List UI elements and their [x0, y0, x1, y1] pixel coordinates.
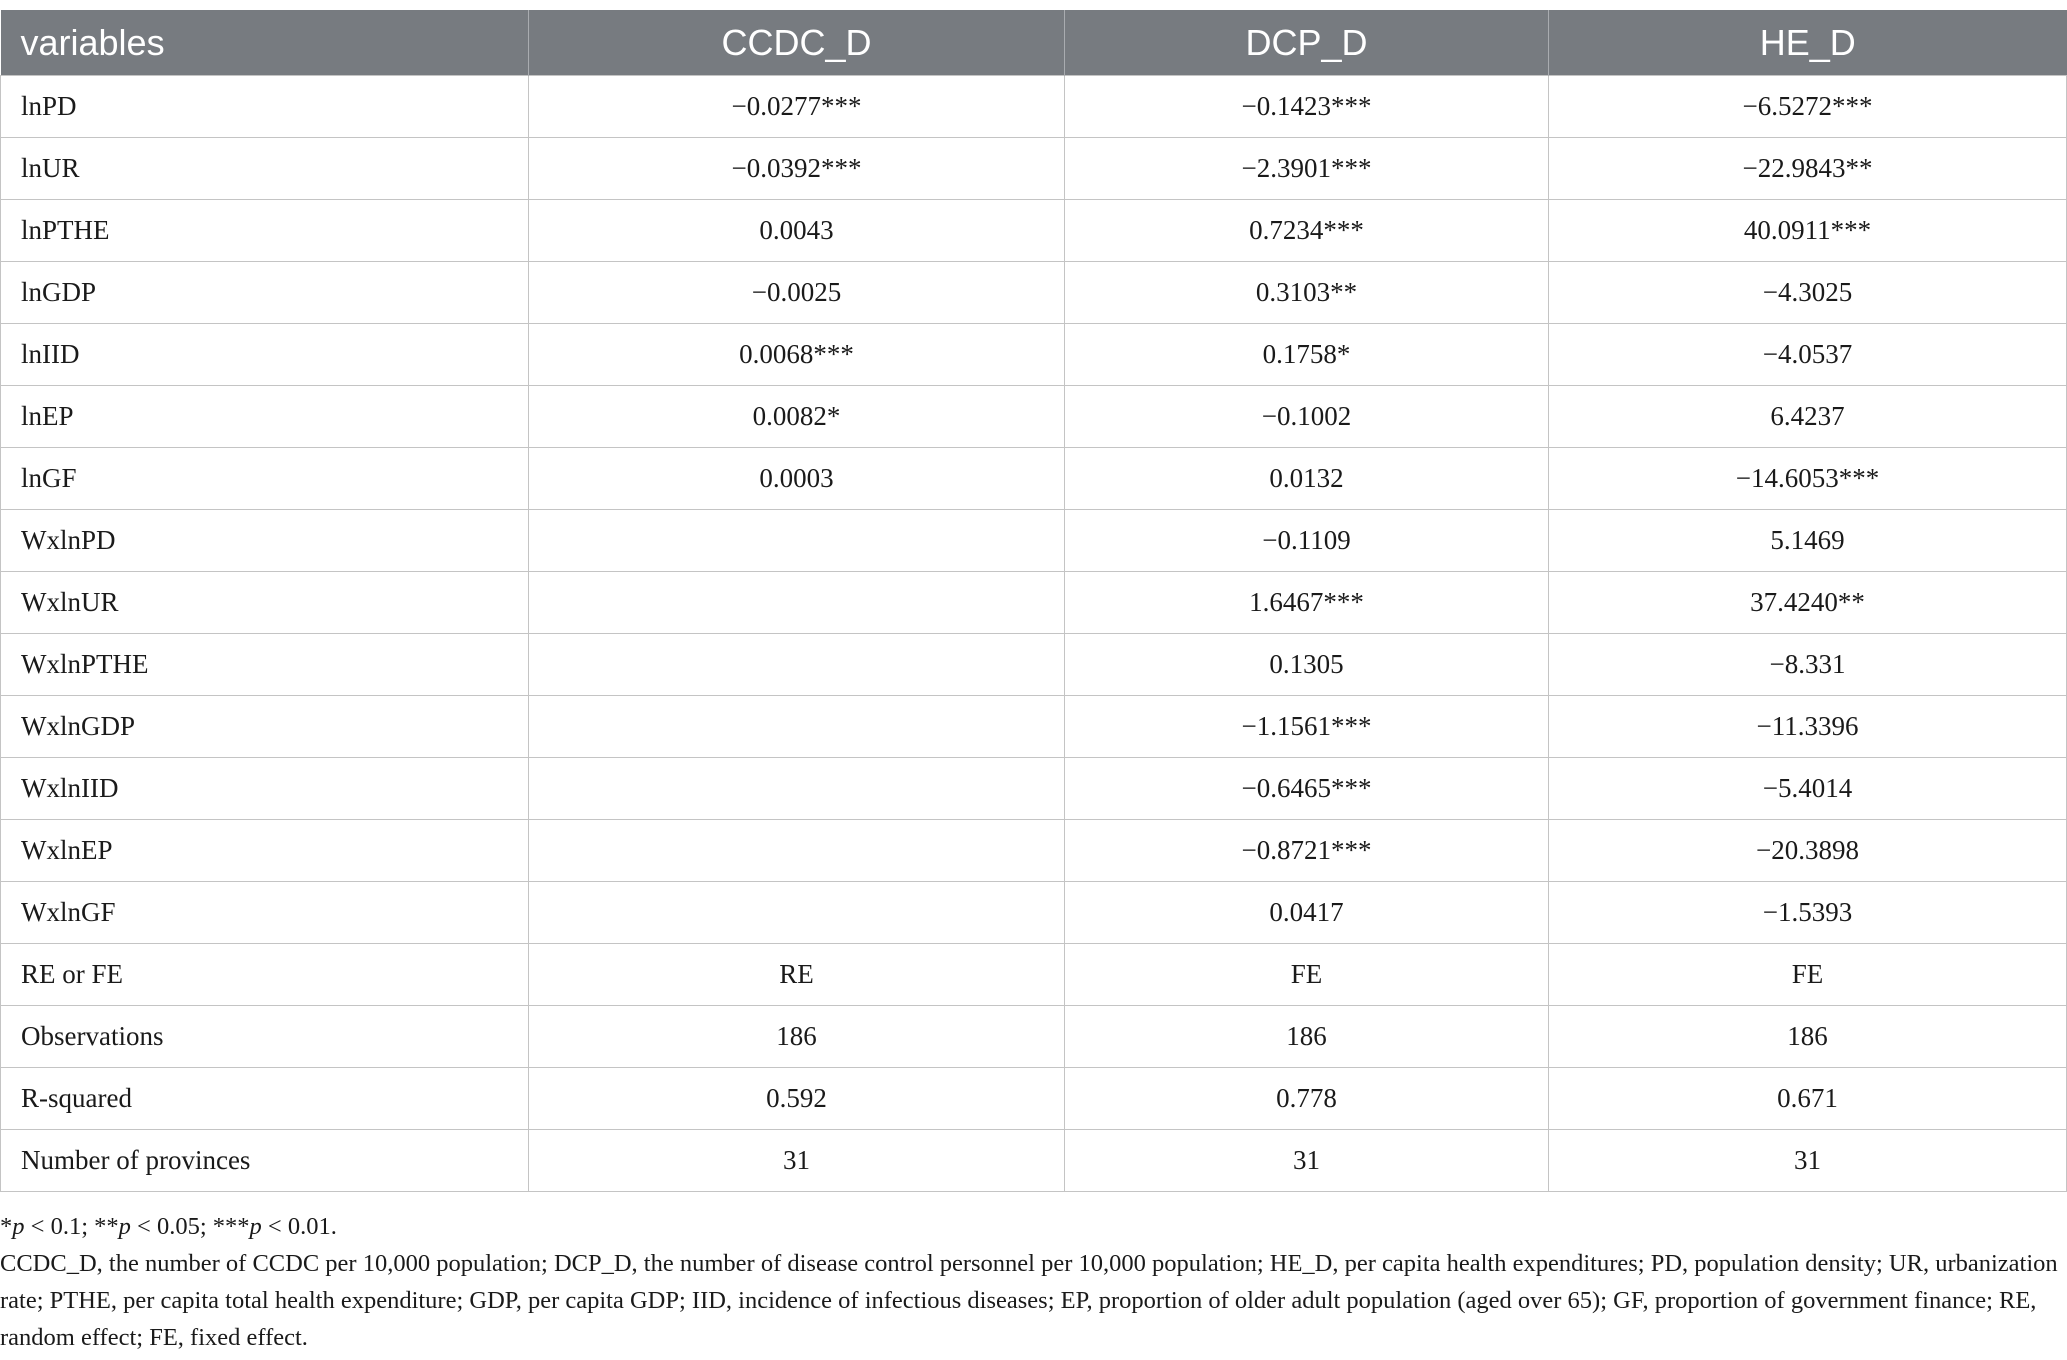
cell-ccdc-d: 0.0003: [529, 448, 1065, 510]
cell-he-d: 6.4237: [1549, 386, 2067, 448]
cell-he-d: −8.331: [1549, 634, 2067, 696]
cell-dcp-d: 186: [1065, 1006, 1549, 1068]
cell-variable: lnEP: [1, 386, 529, 448]
table-row: [1, 324, 2067, 386]
cell-ccdc-d: −0.0392***: [529, 138, 1065, 200]
cell-ccdc-d: [529, 634, 1065, 696]
cell-dcp-d: 0.0132: [1065, 448, 1549, 510]
cell-he-d: −22.9843**: [1549, 138, 2067, 200]
cell-dcp-d: 0.3103**: [1065, 262, 1549, 324]
cell-dcp-d: −1.1561***: [1065, 696, 1549, 758]
cell-dcp-d: 0.778: [1065, 1068, 1549, 1130]
cell-he-d: −6.5272***: [1549, 76, 2067, 138]
table-row: [1, 696, 2067, 758]
cell-variable: WxlnUR: [1, 572, 529, 634]
table-row: [1, 76, 2067, 138]
cell-ccdc-d: −0.0025: [529, 262, 1065, 324]
cell-he-d: 31: [1549, 1130, 2067, 1192]
cell-he-d: 37.4240**: [1549, 572, 2067, 634]
cell-variable: lnIID: [1, 324, 529, 386]
cell-dcp-d: 0.1305: [1065, 634, 1549, 696]
sig-stars-2: **: [94, 1213, 119, 1240]
cell-dcp-d: FE: [1065, 944, 1549, 1006]
cell-variable: WxlnPD: [1, 510, 529, 572]
header-variables: variables: [1, 10, 529, 76]
table-row: [1, 1130, 2067, 1192]
cell-variable: WxlnGDP: [1, 696, 529, 758]
sig-p-3: p: [249, 1213, 262, 1240]
cell-dcp-d: 0.7234***: [1065, 200, 1549, 262]
table-row: [1, 138, 2067, 200]
cell-he-d: 186: [1549, 1006, 2067, 1068]
sig-threshold-1: < 0.1;: [24, 1213, 95, 1240]
table-row: [1, 758, 2067, 820]
cell-he-d: 5.1469: [1549, 510, 2067, 572]
cell-ccdc-d: 0.0082*: [529, 386, 1065, 448]
table-row: [1, 386, 2067, 448]
cell-variable: WxlnIID: [1, 758, 529, 820]
table-row: [1, 448, 2067, 510]
cell-ccdc-d: [529, 572, 1065, 634]
cell-ccdc-d: −0.0277***: [529, 76, 1065, 138]
cell-ccdc-d: [529, 882, 1065, 944]
cell-ccdc-d: RE: [529, 944, 1065, 1006]
sig-p-2: p: [118, 1213, 131, 1240]
significance-note: [0, 1208, 2060, 1245]
cell-dcp-d: −0.1109: [1065, 510, 1549, 572]
sig-threshold-2: < 0.05;: [130, 1213, 213, 1240]
regression-results-table: [0, 10, 2067, 1192]
cell-dcp-d: −0.8721***: [1065, 820, 1549, 882]
cell-dcp-d: −0.6465***: [1065, 758, 1549, 820]
cell-ccdc-d: [529, 820, 1065, 882]
cell-dcp-d: 0.1758*: [1065, 324, 1549, 386]
table-row: [1, 634, 2067, 696]
regression-table-container: [0, 10, 2067, 1192]
cell-variable: lnGF: [1, 448, 529, 510]
table-body: [1, 76, 2067, 1192]
table-row: [1, 572, 2067, 634]
table-row: [1, 200, 2067, 262]
cell-dcp-d: 31: [1065, 1130, 1549, 1192]
cell-he-d: 40.0911***: [1549, 200, 2067, 262]
cell-he-d: FE: [1549, 944, 2067, 1006]
cell-he-d: −5.4014: [1549, 758, 2067, 820]
sig-threshold-3: < 0.01.: [261, 1213, 337, 1240]
cell-variable: Number of provinces: [1, 1130, 529, 1192]
cell-variable: WxlnGF: [1, 882, 529, 944]
cell-variable: Observations: [1, 1006, 529, 1068]
cell-he-d: −4.3025: [1549, 262, 2067, 324]
table-row: [1, 262, 2067, 324]
cell-dcp-d: −0.1002: [1065, 386, 1549, 448]
cell-variable: WxlnEP: [1, 820, 529, 882]
cell-dcp-d: 1.6467***: [1065, 572, 1549, 634]
table-row: [1, 510, 2067, 572]
cell-variable: lnPTHE: [1, 200, 529, 262]
cell-dcp-d: −0.1423***: [1065, 76, 1549, 138]
cell-he-d: −4.0537: [1549, 324, 2067, 386]
cell-he-d: 0.671: [1549, 1068, 2067, 1130]
table-row: [1, 1068, 2067, 1130]
abbreviation-definitions: CCDC_D, the number of CCDC per 10,000 population; DCP_D, the number of disease control personnel per 10,000 population; HE_D, per capita health expenditures; PD, population density; UR, urbanization rate; PTHE, per capita total health expenditure; GDP, per capita GDP; IID, incidence of infectious diseases; EP, proportion of older adult population (aged over 65); GF, proportion of government finance; RE, random effect; FE, fixed effect.: [0, 1250, 2058, 1351]
cell-variable: R-squared: [1, 1068, 529, 1130]
table-row: [1, 1006, 2067, 1068]
cell-ccdc-d: 0.592: [529, 1068, 1065, 1130]
table-row: [1, 944, 2067, 1006]
cell-he-d: −14.6053***: [1549, 448, 2067, 510]
header-dcp-d: DCP_D: [1065, 10, 1549, 76]
cell-ccdc-d: 0.0068***: [529, 324, 1065, 386]
sig-p-1: p: [12, 1213, 25, 1240]
cell-variable: lnPD: [1, 76, 529, 138]
cell-ccdc-d: 0.0043: [529, 200, 1065, 262]
table-row: [1, 820, 2067, 882]
table-footnotes: [0, 1208, 2060, 1356]
cell-dcp-d: 0.0417: [1065, 882, 1549, 944]
cell-he-d: −20.3898: [1549, 820, 2067, 882]
cell-ccdc-d: [529, 510, 1065, 572]
cell-variable: WxlnPTHE: [1, 634, 529, 696]
cell-dcp-d: −2.3901***: [1065, 138, 1549, 200]
sig-stars-3: ***: [212, 1213, 250, 1240]
cell-he-d: −1.5393: [1549, 882, 2067, 944]
cell-ccdc-d: 186: [529, 1006, 1065, 1068]
cell-ccdc-d: [529, 758, 1065, 820]
table-row: [1, 882, 2067, 944]
cell-he-d: −11.3396: [1549, 696, 2067, 758]
sig-stars-1: *: [0, 1213, 13, 1240]
header-ccdc-d: CCDC_D: [529, 10, 1065, 76]
header-he-d: HE_D: [1549, 10, 2067, 76]
cell-variable: RE or FE: [1, 944, 529, 1006]
cell-variable: lnUR: [1, 138, 529, 200]
cell-variable: lnGDP: [1, 262, 529, 324]
cell-ccdc-d: [529, 696, 1065, 758]
cell-ccdc-d: 31: [529, 1130, 1065, 1192]
table-header-row: [1, 10, 2067, 76]
